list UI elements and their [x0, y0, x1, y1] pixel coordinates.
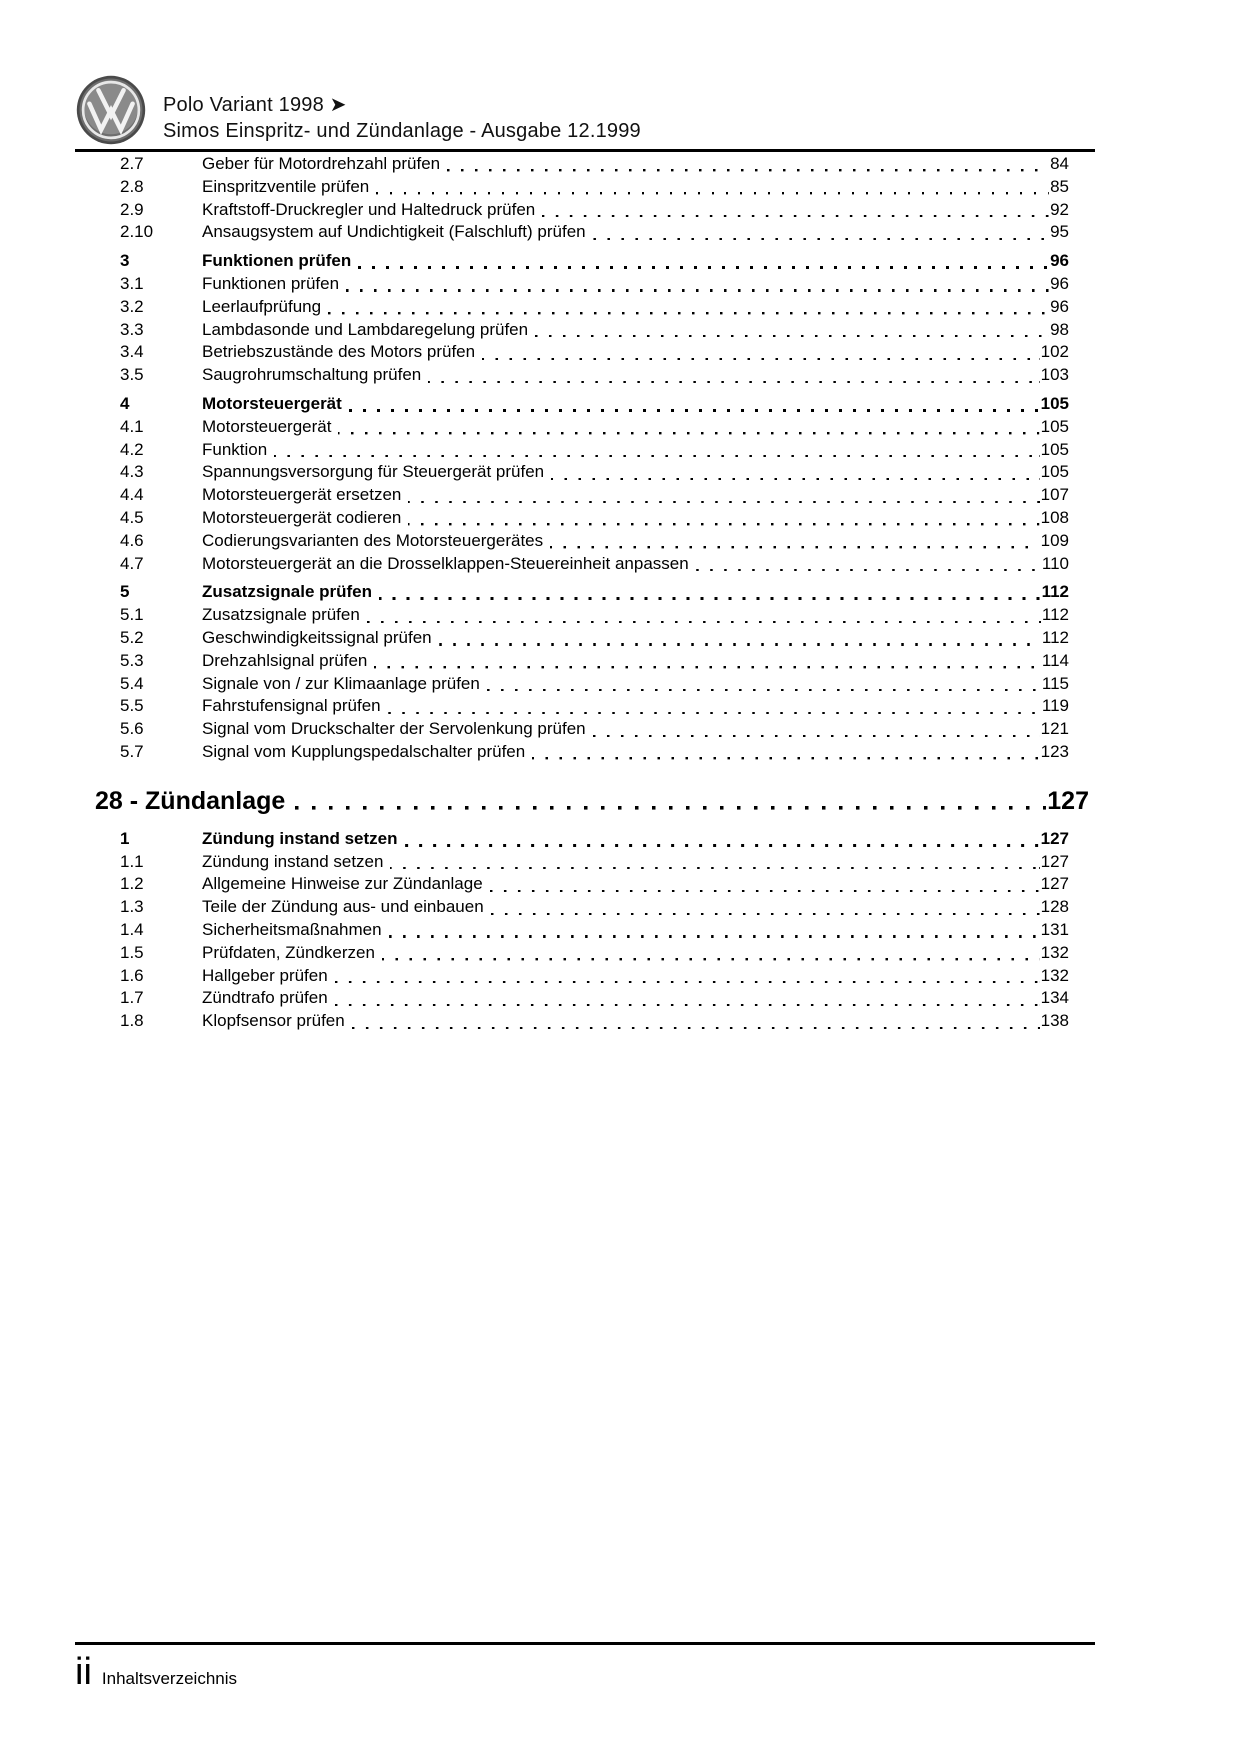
toc-entry-title: Signale von / zur Klimaanlage prüfen — [202, 673, 480, 693]
toc-entry-page: 107 — [1040, 485, 1069, 505]
toc-entry-title: Motorsteuergerät — [202, 393, 342, 413]
dot-leader — [349, 409, 1040, 412]
header-titles — [163, 92, 641, 146]
toc-row — [75, 741, 1069, 764]
toc-row — [75, 987, 1069, 1010]
toc-entry-title: Drehzahlsignal prüfen — [202, 650, 368, 670]
toc-entry-number: 3.1 — [120, 273, 144, 293]
toc-row — [75, 341, 1069, 364]
toc-entry-title: Funktionen prüfen — [202, 273, 340, 293]
dot-leader — [295, 806, 1046, 810]
toc-entry-title: Zündung instand setzen — [202, 851, 384, 871]
dot-leader — [274, 455, 1039, 457]
toc-row — [75, 851, 1069, 874]
toc-entry-title: Motorsteuergerät — [202, 416, 332, 436]
dot-leader — [388, 712, 1041, 714]
toc-entry-title: Spannungsversorgung für Steuergerät prüfen — [202, 462, 545, 482]
toc-row — [75, 273, 1069, 296]
toc-entry-number: 3.2 — [120, 296, 144, 316]
toc-entry-page: 85 — [1050, 176, 1069, 196]
toc-row — [75, 919, 1069, 942]
toc-entry-number: 5.2 — [120, 627, 144, 647]
toc-entry-number: 1.1 — [120, 851, 144, 871]
toc-entry-title: Signal vom Kupplungspedalschalter prüfen — [202, 741, 526, 761]
toc-entry-number: 1.4 — [120, 919, 144, 939]
toc-entry-number: 4.2 — [120, 439, 144, 459]
toc-entry-page: 138 — [1040, 1011, 1069, 1031]
toc-entry-title: Leerlaufprüfung — [202, 296, 322, 316]
toc-entry-title: Klopfsensor prüfen — [202, 1011, 345, 1031]
toc-entry-number: 3.3 — [120, 319, 144, 339]
toc-entry-title: Fahrstufensignal prüfen — [202, 696, 381, 716]
toc-entry-title: Motorsteuergerät an die Drosselklappen-Steuereinheit anpassen — [202, 553, 689, 573]
toc-row — [75, 604, 1069, 627]
toc-entry-title: Einspritzventile prüfen — [202, 176, 370, 196]
toc-entry-number: 4.1 — [120, 416, 144, 436]
dot-leader — [551, 478, 1040, 480]
toc-row — [75, 873, 1069, 896]
toc-entry-page: 96 — [1050, 273, 1069, 293]
toc-row — [75, 650, 1069, 673]
toc-entry-page: 127 — [1040, 874, 1069, 894]
toc-row — [75, 393, 1069, 416]
toc-entry-number: 1.6 — [120, 965, 144, 985]
toc-entry-page: 102 — [1040, 342, 1069, 362]
toc-row — [75, 718, 1069, 741]
toc-entry-number: 1.7 — [120, 988, 144, 1008]
toc-row — [75, 627, 1069, 650]
toc-entry-number: 5.6 — [120, 719, 144, 739]
dot-leader — [593, 238, 1049, 240]
toc-row — [75, 296, 1069, 319]
toc-entry-page: 134 — [1040, 988, 1069, 1008]
toc-entry-title: Hallgeber prüfen — [202, 965, 328, 985]
toc-entry-title: Zündtrafo prüfen — [202, 988, 328, 1008]
toc-row — [75, 553, 1069, 576]
dot-leader — [358, 266, 1049, 269]
toc-entry-number: 1 — [120, 828, 130, 848]
dot-leader — [352, 1027, 1040, 1029]
toc-row — [75, 416, 1069, 439]
toc-entry-page: 127 — [1040, 828, 1069, 848]
toc-entry-number: 5.4 — [120, 673, 144, 693]
dot-leader — [439, 643, 1041, 645]
toc-entry-page: 108 — [1040, 507, 1069, 527]
dot-leader — [389, 935, 1040, 937]
toc-entry-page: 115 — [1041, 673, 1069, 693]
toc-entry-title: Teile der Zündung aus- und einbauen — [202, 897, 484, 917]
toc-entry-title: Sicherheitsmaßnahmen — [202, 919, 382, 939]
dot-leader — [428, 381, 1039, 383]
toc-entry-title: Geber für Motordrehzahl prüfen — [202, 154, 441, 173]
dot-leader — [408, 523, 1039, 525]
dot-leader — [382, 958, 1040, 960]
header-subject-line: Simos Einspritz- und Zündanlage - Ausgabe 12.1999 — [163, 120, 641, 142]
toc-row — [75, 250, 1069, 273]
toc-entry-number: 5 — [120, 582, 130, 602]
dot-leader — [379, 597, 1041, 600]
dot-leader — [550, 546, 1039, 548]
toc-entry-title: Funktionen prüfen — [202, 251, 352, 271]
dot-leader — [490, 890, 1040, 892]
toc-entry-title: Allgemeine Hinweise zur Zündanlage — [202, 874, 483, 894]
toc-row — [75, 461, 1069, 484]
toc-entry-page: 119 — [1041, 696, 1069, 716]
toc-entry-page: 132 — [1040, 965, 1069, 985]
chapter-page-number: 127 — [1047, 786, 1089, 815]
toc-entry-page: 103 — [1040, 365, 1069, 385]
toc-row — [75, 484, 1069, 507]
toc-entry-title: Motorsteuergerät codieren — [202, 507, 402, 527]
page-footer — [75, 1642, 1093, 1691]
toc-row — [75, 507, 1069, 530]
toc-entry-number: 1.3 — [120, 897, 144, 917]
toc-entry-title: Kraftstoff-Druckregler und Haltedruck prüfen — [202, 199, 536, 219]
toc-row — [75, 530, 1069, 553]
chapter-heading-label: 28 - Zündanlage — [95, 786, 286, 815]
dot-leader — [491, 913, 1040, 915]
toc-entry-number: 4.3 — [120, 462, 144, 482]
toc-entry-number: 5.1 — [120, 605, 144, 625]
toc-row — [75, 581, 1069, 604]
toc-entry-number: 2.10 — [120, 222, 154, 242]
dot-leader — [367, 621, 1041, 623]
toc-entry-page: 105 — [1040, 416, 1069, 436]
toc-entry-title: Saugrohrumschaltung prüfen — [202, 365, 422, 385]
dot-leader — [482, 358, 1040, 360]
toc-entry-number: 5.5 — [120, 696, 144, 716]
toc-entry-title: Codierungsvarianten des Motorsteuergerätes — [202, 530, 544, 550]
toc-row — [75, 942, 1069, 965]
toc-row — [75, 364, 1069, 387]
toc-entry-title: Signal vom Druckschalter der Servolenkung prüfen — [202, 719, 586, 739]
dot-leader — [408, 501, 1039, 503]
toc-entry-page: 131 — [1040, 919, 1069, 939]
dot-leader — [542, 215, 1049, 217]
footer-section-label: Inhaltsverzeichnis — [101, 1669, 238, 1688]
toc-entry-number: 3 — [120, 251, 130, 271]
toc-section-27-rows — [75, 153, 1069, 764]
toc-row — [75, 319, 1069, 342]
toc-entry-number: 2.7 — [120, 154, 144, 173]
toc-row — [75, 673, 1069, 696]
toc-entry-number: 1.5 — [120, 942, 144, 962]
toc-entry-page: 105 — [1040, 462, 1069, 482]
toc-entry-number: 2.8 — [120, 176, 144, 196]
toc-entry-title: Zündung instand setzen — [202, 828, 398, 848]
toc-row — [75, 153, 1069, 176]
dot-leader — [532, 757, 1039, 759]
dot-leader — [328, 312, 1049, 314]
toc-entry-number: 3.4 — [120, 342, 144, 362]
toc-row — [75, 965, 1069, 988]
toc-entry-page: 114 — [1041, 650, 1069, 670]
dot-leader — [374, 666, 1041, 668]
toc-entry-page: 98 — [1050, 319, 1069, 339]
toc-entry-number: 4.4 — [120, 485, 144, 505]
toc-entry-page: 127 — [1040, 851, 1069, 871]
toc-entry-page: 112 — [1041, 582, 1069, 602]
toc-row — [75, 439, 1069, 462]
dot-leader — [335, 1004, 1040, 1006]
toc-entry-page: 132 — [1040, 942, 1069, 962]
toc-row — [75, 828, 1069, 851]
dot-leader — [487, 689, 1041, 691]
dot-leader — [535, 335, 1049, 337]
dot-leader — [447, 169, 1049, 171]
toc-entry-title: Zusatzsignale prüfen — [202, 582, 373, 602]
toc-row — [75, 199, 1069, 222]
toc-entry-page: 121 — [1040, 719, 1069, 739]
toc-entry-page: 105 — [1040, 439, 1069, 459]
footer-page-number: ii — [75, 1651, 92, 1693]
table-of-contents — [75, 153, 1093, 1033]
footer-rule — [75, 1642, 1095, 1645]
vw-logo-icon — [75, 74, 147, 146]
toc-entry-number: 1.8 — [120, 1011, 144, 1031]
dot-leader — [390, 867, 1039, 869]
header-rule — [75, 149, 1095, 152]
toc-entry-title: Funktion — [202, 439, 268, 459]
toc-entry-page: 112 — [1041, 605, 1069, 625]
toc-entry-number: 4.5 — [120, 507, 144, 527]
dot-leader — [696, 569, 1041, 571]
toc-entry-number: 3.5 — [120, 365, 144, 385]
toc-row — [75, 221, 1069, 244]
toc-entry-page: 84 — [1050, 154, 1069, 173]
toc-row — [75, 695, 1069, 718]
toc-row — [75, 896, 1069, 919]
toc-entry-title: Betriebszustände des Motors prüfen — [202, 342, 476, 362]
toc-entry-page: 128 — [1040, 897, 1069, 917]
toc-entry-title: Ansaugsystem auf Undichtigkeit (Falschluft) prüfen — [202, 222, 586, 242]
toc-entry-page: 123 — [1040, 741, 1069, 761]
toc-entry-number: 4.7 — [120, 553, 144, 573]
toc-entry-number: 4.6 — [120, 530, 144, 550]
dot-leader — [376, 192, 1049, 194]
toc-entry-title: Prüfdaten, Zündkerzen — [202, 942, 375, 962]
toc-entry-number: 4 — [120, 393, 130, 413]
toc-row — [75, 1010, 1069, 1033]
page-header — [75, 74, 1093, 152]
toc-section-28-rows — [75, 828, 1069, 1033]
toc-entry-title: Geschwindigkeitssignal prüfen — [202, 627, 432, 647]
toc-entry-title: Motorsteuergerät ersetzen — [202, 485, 402, 505]
toc-entry-page: 110 — [1041, 553, 1069, 573]
toc-entry-number: 5.7 — [120, 741, 144, 761]
dot-leader — [346, 289, 1049, 291]
toc-entry-page: 96 — [1050, 251, 1069, 271]
header-model-line: Polo Variant 1998 ➤ — [163, 94, 347, 116]
toc-entry-page: 105 — [1040, 393, 1069, 413]
toc-entry-page: 112 — [1041, 627, 1069, 647]
toc-entry-title: Lambdasonde und Lambdaregelung prüfen — [202, 319, 529, 339]
toc-entry-page: 92 — [1050, 199, 1069, 219]
dot-leader — [335, 981, 1040, 983]
toc-entry-number: 1.2 — [120, 874, 144, 894]
toc-entry-page: 96 — [1050, 296, 1069, 316]
toc-entry-title: Zusatzsignale prüfen — [202, 605, 360, 625]
dot-leader — [405, 844, 1040, 847]
toc-entry-number: 5.3 — [120, 650, 144, 670]
toc-entry-page: 109 — [1040, 530, 1069, 550]
chapter-heading-row — [95, 786, 1089, 816]
toc-entry-number: 2.9 — [120, 199, 144, 219]
dot-leader — [338, 432, 1039, 434]
toc-entry-page: 95 — [1050, 222, 1069, 242]
toc-row — [75, 176, 1069, 199]
dot-leader — [593, 735, 1040, 737]
